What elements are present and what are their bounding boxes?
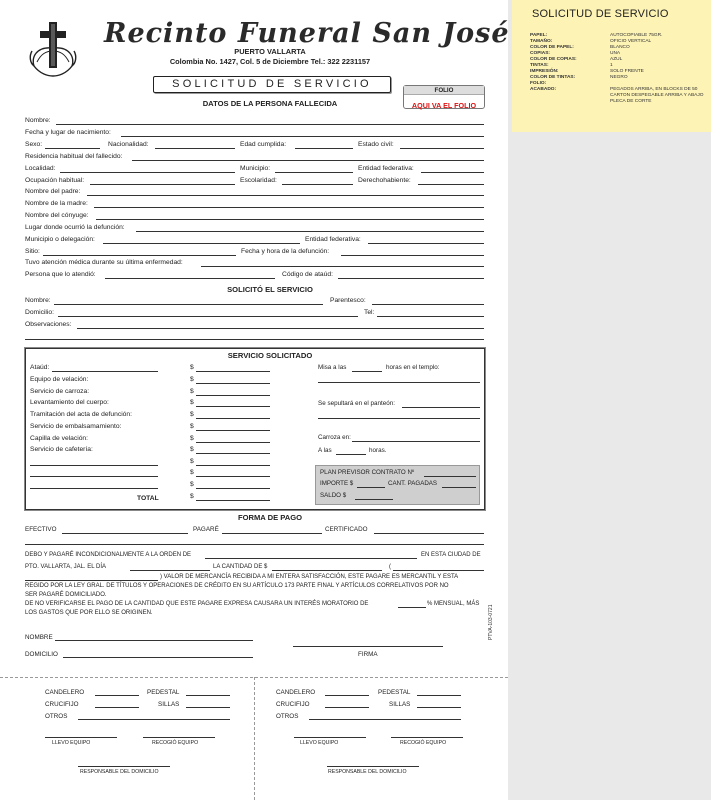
extra-service-field[interactable] <box>30 488 158 489</box>
quantity-field[interactable] <box>272 570 382 571</box>
business-name: Recinto Funeral San José <box>104 18 510 49</box>
responsible-label: RESPONSABLE DEL DOMICILIO <box>80 769 159 775</box>
service-item: Servicio de carroza: <box>30 388 90 395</box>
requester-name-label: Nombre: <box>25 297 51 304</box>
spec-title: SOLICITUD DE SERVICIO <box>532 8 669 20</box>
crucifix-label: CRUCIFIJO <box>276 701 310 708</box>
chairs-label: SILLAS <box>158 701 180 708</box>
dollar-sign: $ <box>190 481 194 488</box>
state2-field[interactable] <box>368 243 484 244</box>
spec-row: FOLIO: <box>530 81 547 86</box>
note-line-2a: PTO. VALLARTA, JAL. EL DÍA <box>25 564 107 570</box>
responsible-sign-field[interactable] <box>78 766 170 767</box>
site-field[interactable] <box>43 255 236 256</box>
collected-label: RECOGIÓ EQUIPO <box>152 740 199 746</box>
quantity-words-field-2[interactable] <box>25 580 158 581</box>
collected-label: RECOGIÓ EQUIPO <box>400 740 447 746</box>
spec-value: AZUL <box>610 57 623 62</box>
note-line-2c: ( <box>389 564 391 570</box>
note-line-5: SER PAGARÉ DOMICILIADO. <box>25 592 107 598</box>
at-label: A las <box>318 447 332 454</box>
dollar-sign: $ <box>190 399 194 406</box>
spec-value: OFICIO VERTICAL <box>610 39 652 44</box>
death-place-field[interactable] <box>136 231 484 232</box>
date-field[interactable] <box>130 570 210 571</box>
note-line-4: REGIDO POR LA LEY GRAL. DE TÍTULOS Y OPERACIONES DE CRÉDITO EN SU ARTÍCULO 173 PARTE FINAL Y ARTÍCULOS CORRELATIVOS POR NO <box>25 583 449 589</box>
dollar-sign: $ <box>190 423 194 430</box>
spec-value: NEGRO <box>610 75 628 80</box>
beneficiary-field[interactable] <box>418 184 484 185</box>
sex-field[interactable] <box>45 148 100 149</box>
folio-label: FOLIO <box>404 86 484 95</box>
signer-name-field[interactable] <box>55 640 253 641</box>
service-item: Levantamiento del cuerpo: <box>30 399 109 406</box>
chairs-label: SILLAS <box>389 701 411 708</box>
pedestal-field[interactable] <box>186 695 230 696</box>
spec-row: ACABADO: <box>530 87 557 92</box>
spec-row: COLOR DE PAPEL: <box>530 45 574 50</box>
state-label: Entidad federativa: <box>358 165 414 172</box>
amount-label: IMPORTE $ <box>320 480 354 487</box>
collected-sign-field[interactable] <box>143 737 215 738</box>
residence-label: Residencia habitual del fallecido: <box>25 153 123 160</box>
amount-field[interactable] <box>196 430 270 431</box>
spec-value: UNA <box>610 51 621 56</box>
mass-label: Misa a las <box>318 364 347 371</box>
cemetery-field[interactable] <box>402 407 480 408</box>
balance-label: SALDO $ <box>320 492 347 499</box>
cemetery-label: Se sepultará en el panteón: <box>318 400 396 407</box>
dollar-sign: $ <box>190 435 194 442</box>
plan-field[interactable] <box>424 476 476 477</box>
extra-service-field[interactable] <box>30 476 158 477</box>
service-item: Servicio de embalsamamiento: <box>30 423 122 430</box>
locality-field[interactable] <box>60 172 235 173</box>
dollar-sign: $ <box>190 388 194 395</box>
address: Colombia No. 1427, Col. 5 de Diciembre Tel.: 322 2231157 <box>169 57 371 66</box>
interest-field[interactable] <box>398 607 426 608</box>
candlestick-label: CANDELERO <box>45 689 85 696</box>
responsible-label: RESPONSABLE DEL DOMICILIO <box>328 769 407 775</box>
chairs-field[interactable] <box>417 707 461 708</box>
pedestal-label: PEDESTAL <box>147 689 180 696</box>
occupation-field[interactable] <box>90 184 235 185</box>
note-line-2b: LA CANTIDAD DE $ <box>213 564 268 570</box>
service-item: Servicio de cafetería: <box>30 446 93 453</box>
spec-value: PEGADOS ARRIBA, EN BLOCKS DE 50 <box>610 87 698 92</box>
birth-field[interactable] <box>121 136 484 137</box>
father-field[interactable] <box>87 195 484 196</box>
name-field[interactable] <box>56 124 484 125</box>
crucifix-field[interactable] <box>95 707 139 708</box>
plan-label: PLAN PREVISOR CONTRATO Nº <box>320 469 415 476</box>
hearse-label: Carroza en: <box>318 434 351 441</box>
residence-field[interactable] <box>132 160 484 161</box>
tel-label: Tel: <box>364 309 375 316</box>
attended-by-label: Persona que lo atendió: <box>25 271 96 278</box>
order-of-field[interactable] <box>205 558 417 559</box>
relationship-label: Parentesco: <box>330 297 366 304</box>
deceased-heading: DATOS DE LA PERSONA FALLECIDA <box>202 99 338 108</box>
dollar-sign: $ <box>190 446 194 453</box>
delivered-label: LLEVO EQUIPO <box>300 740 339 746</box>
hours-label: horas. <box>369 447 387 454</box>
form-title: SOLICITUD DE SERVICIO <box>153 76 391 93</box>
schooling-field[interactable] <box>282 184 353 185</box>
chairs-field[interactable] <box>186 707 230 708</box>
death-datetime-field[interactable] <box>341 255 484 256</box>
service-item: Tramitación del acta de defunción: <box>30 411 132 418</box>
name-label: Nombre: <box>25 117 51 124</box>
service-item: Capilla de velación: <box>30 435 88 442</box>
delivered-label: LLEVO EQUIPO <box>52 740 91 746</box>
certificate-label: CERTIFICADO <box>325 526 368 533</box>
sex-label: Sexo: <box>25 141 43 148</box>
hearse-field[interactable] <box>352 441 480 442</box>
dollar-sign: $ <box>190 458 194 465</box>
dollar-sign: $ <box>190 376 194 383</box>
signer-address-field[interactable] <box>63 657 253 658</box>
collected-sign-field[interactable] <box>391 737 463 738</box>
balance-field[interactable] <box>355 499 393 500</box>
civil-status-field[interactable] <box>400 148 484 149</box>
service-item: Equipo de velación: <box>30 376 89 383</box>
age-label: Edad cumplida: <box>240 141 287 148</box>
municipality-label: Municipio: <box>240 165 271 172</box>
crucifix-field[interactable] <box>325 707 369 708</box>
dollar-sign: $ <box>190 364 194 371</box>
payment-extra-field[interactable] <box>25 544 484 545</box>
candlestick-field[interactable] <box>325 695 369 696</box>
spec-value: CARTON DESPEGABLE ARRIBA Y ABAJO <box>610 93 704 98</box>
folio-box <box>403 85 485 109</box>
occupation-label: Ocupación habitual: <box>25 177 85 184</box>
age-field[interactable] <box>295 148 353 149</box>
requester-heading: SOLICITÓ EL SERVICIO <box>227 285 313 294</box>
note-line-1a: DEBO Y PAGARÉ INCONDICIONALMENTE A LA ORDEN DE <box>25 552 192 558</box>
amount-field[interactable] <box>196 371 270 372</box>
city: PUERTO VALLARTA <box>234 47 306 56</box>
import-field[interactable] <box>357 487 385 488</box>
mother-label: Nombre de la madre: <box>25 200 88 207</box>
tel-field[interactable] <box>377 316 484 317</box>
cash-field[interactable] <box>62 533 188 534</box>
note-line-1b: EN ESTA CIUDAD DE <box>421 552 481 558</box>
observations-field-2[interactable] <box>25 339 484 340</box>
spec-row: TINTAS: <box>530 63 549 68</box>
amount-field[interactable] <box>196 442 270 443</box>
dollar-sign: $ <box>190 411 194 418</box>
hearse-time-field[interactable] <box>336 454 366 455</box>
attended-by-field[interactable] <box>105 278 275 279</box>
death-place-label: Lugar donde ocurrió la defunción: <box>25 224 125 231</box>
observations-label: Observaciones: <box>25 321 72 328</box>
total-amount-field[interactable] <box>196 500 270 501</box>
cash-label: EFECTIVO <box>25 526 57 533</box>
spec-row: IMPRESIÓN: <box>530 69 559 74</box>
note-line-6a: DE NO VERIFICARSE EL PAGO DE LA CANTIDAD QUE ESTE PAGARE EXPRESA CAUSARA UN INTERÉS MORATORIO DE <box>25 601 369 607</box>
services-heading: SERVICIO SOLICITADO <box>227 351 313 360</box>
promissory-field[interactable] <box>222 533 322 534</box>
dollar-sign: $ <box>190 469 194 476</box>
mother-field[interactable] <box>94 207 484 208</box>
service-item: Ataúd: <box>30 364 50 371</box>
spec-row: TAMAÑO: <box>530 39 553 44</box>
quantity-words-field[interactable] <box>393 570 484 571</box>
spec-row: COPIAS: <box>530 51 550 56</box>
others-field[interactable] <box>309 719 461 720</box>
nationality-label: Nacionalidad: <box>108 141 149 148</box>
candlestick-field[interactable] <box>95 695 139 696</box>
cross-logo-icon <box>28 18 78 80</box>
spouse-field[interactable] <box>96 219 484 220</box>
requester-name-field[interactable] <box>54 304 323 305</box>
mass-time-field[interactable] <box>352 371 382 372</box>
amount-field[interactable] <box>196 418 270 419</box>
spec-value: PLECA DE CORTE <box>610 99 652 104</box>
pedestal-field[interactable] <box>417 695 461 696</box>
paid-field[interactable] <box>442 487 476 488</box>
relationship-field[interactable] <box>372 304 484 305</box>
municipality-field[interactable] <box>275 172 353 173</box>
responsible-sign-field[interactable] <box>327 766 419 767</box>
note-line-3: ) VALOR DE MERCANCÍA RECIBIDA A MI ENTERA SATISFACCIÓN, ESTE PAGARE ES MERCANTIL Y ESTA <box>160 574 459 580</box>
note-line-6b: % MENSUAL, MÁS <box>427 601 480 607</box>
medical-attention-label: Tuvo atención médica durante su última enfermedad: <box>25 259 183 266</box>
requester-address-label: Domicilio: <box>25 309 54 316</box>
site-label: Sitio: <box>25 248 40 255</box>
delivered-sign-field[interactable] <box>45 737 117 738</box>
delivered-sign-field[interactable] <box>294 737 366 738</box>
nationality-field[interactable] <box>155 148 235 149</box>
amount-field[interactable] <box>196 406 270 407</box>
signer-address-label: DOMICILIO <box>25 651 58 658</box>
note-line-7: LOS GASTOS QUE POR ELLO SE ORIGINEN. <box>25 610 153 616</box>
paid-label: CANT. PAGADAS <box>388 480 438 487</box>
locality-label: Localidad: <box>25 165 56 172</box>
schooling-label: Escolaridad: <box>240 177 277 184</box>
state-field[interactable] <box>421 172 484 173</box>
signature-field[interactable] <box>293 646 443 647</box>
spec-row: COLOR DE COPIAS: <box>530 57 577 62</box>
others-label: OTROS <box>45 713 68 720</box>
requester-address-field[interactable] <box>58 316 358 317</box>
spec-value: 1 <box>610 63 613 68</box>
delegation-label: Municipio o delegación: <box>25 236 95 243</box>
spec-value: SOLO FRENTE <box>610 69 644 74</box>
church-field[interactable] <box>318 382 480 383</box>
crucifix-label: CRUCIFIJO <box>45 701 79 708</box>
civil-status-label: Estado civil: <box>358 141 394 148</box>
payment-heading: FORMA DE PAGO <box>237 513 303 522</box>
others-field[interactable] <box>78 719 230 720</box>
cut-line-vertical <box>254 677 255 800</box>
amount-field[interactable] <box>196 395 270 396</box>
coffin-code-field[interactable] <box>338 278 484 279</box>
amount-field[interactable] <box>196 476 270 477</box>
delegation-field[interactable] <box>103 243 300 244</box>
father-label: Nombre del padre: <box>25 188 81 195</box>
others-label: OTROS <box>276 713 299 720</box>
candlestick-label: CANDELERO <box>276 689 316 696</box>
pedestal-label: PEDESTAL <box>378 689 411 696</box>
amount-field[interactable] <box>196 488 270 489</box>
total-label: TOTAL <box>137 495 159 502</box>
spec-row: COLOR DE TINTAS: <box>530 75 576 80</box>
folio-value: AQUI VA EL FOLIO <box>411 101 477 110</box>
church-label: horas en el templo: <box>386 364 440 371</box>
state2-label: Entidad federativa: <box>305 236 361 243</box>
signature-label: FIRMA <box>358 651 378 658</box>
coffin-code-label: Código de ataúd: <box>282 271 333 278</box>
certificate-field[interactable] <box>374 533 484 534</box>
service-item-field[interactable] <box>52 371 158 372</box>
amount-field[interactable] <box>196 383 270 384</box>
form-code: PTVA-103-0721 <box>488 604 494 640</box>
medical-attention-field[interactable] <box>201 266 484 267</box>
death-datetime-label: Fecha y hora de la defunción: <box>241 248 330 255</box>
spec-row: PAPEL: <box>530 33 548 38</box>
promissory-label: PAGARÉ <box>193 526 219 533</box>
extra-service-field[interactable] <box>30 465 158 466</box>
spec-value: BLANCO <box>610 45 630 50</box>
cemetery-field-2[interactable] <box>318 418 480 419</box>
amount-field[interactable] <box>196 465 270 466</box>
beneficiary-label: Derechohabiente: <box>358 177 411 184</box>
signer-name-label: NOMBRE <box>25 634 53 641</box>
dollar-sign: $ <box>190 493 194 500</box>
birth-label: Fecha y lugar de nacimiento: <box>25 129 111 136</box>
amount-field[interactable] <box>196 453 270 454</box>
observations-field[interactable] <box>77 328 484 329</box>
spouse-label: Nombre del cónyuge: <box>25 212 89 219</box>
spec-value: AUTOCOPIABLE 75GR. <box>610 33 663 38</box>
